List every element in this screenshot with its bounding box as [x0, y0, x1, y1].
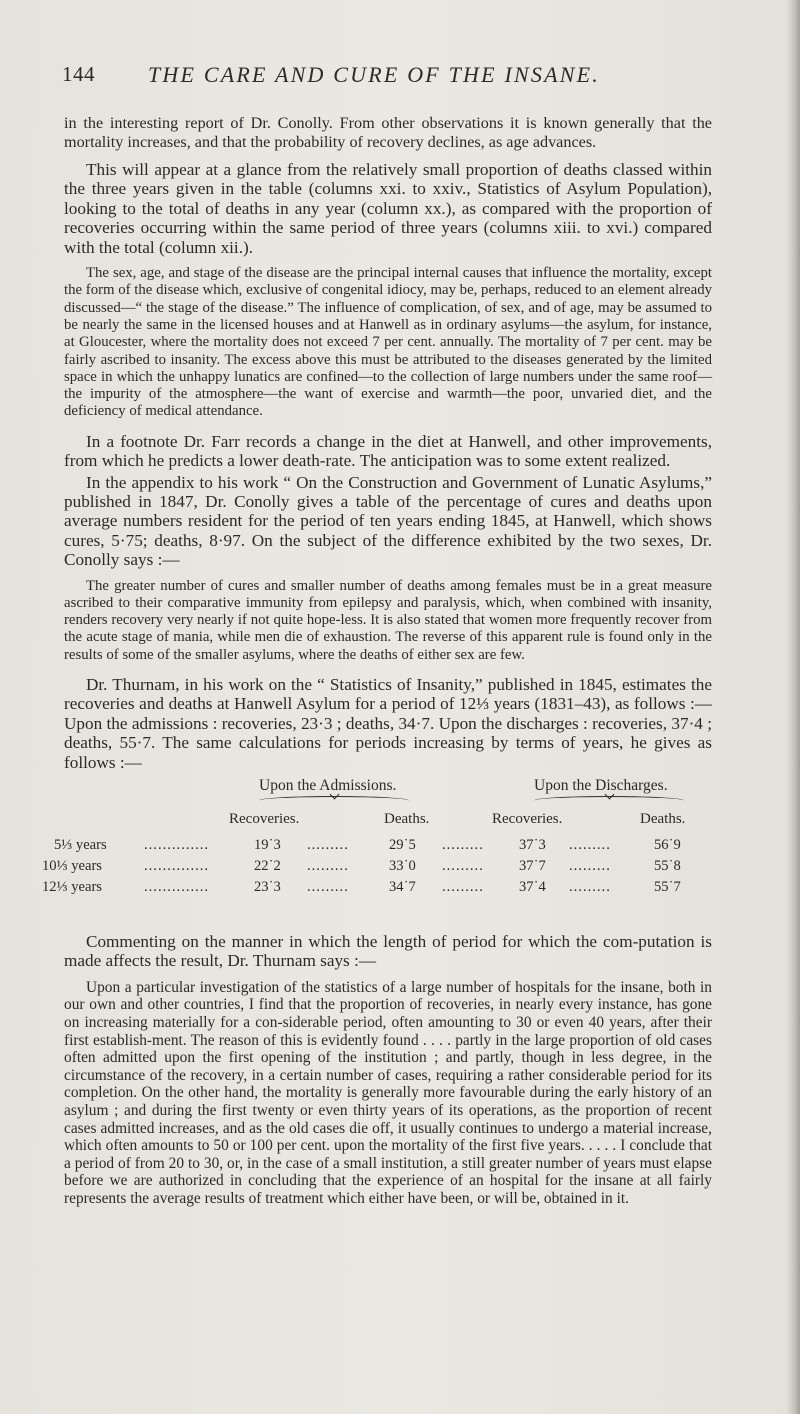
- page-body: [42, 114, 712, 1219]
- group-header-admissions: Upon the Admissions.: [259, 777, 397, 795]
- column-header-discharges-deaths: Deaths.: [640, 811, 686, 828]
- admissions-deaths-value: 33˙0: [389, 858, 416, 875]
- column-header-discharges-recoveries: Recoveries.: [492, 811, 563, 828]
- admissions-recoveries-value: 23˙3: [254, 879, 281, 896]
- table-row: [42, 857, 712, 875]
- page-header: [62, 62, 712, 92]
- leader-dots: .........: [307, 879, 349, 896]
- period-label: 5⅓ years: [54, 837, 107, 854]
- leader-dots: .........: [307, 858, 349, 875]
- page-edge-shadow: [786, 0, 800, 1414]
- admissions-recoveries-value: 22˙2: [254, 858, 281, 875]
- page-number: 144: [62, 62, 95, 86]
- paragraph-7: Dr. Thurnam, in his work on the “ Statistics of Insanity,” published in 1845, estimates the recoveries and deaths at Hanwell Asylum for a period of 12⅓ years (1831–43), as follows :—Upon the admissions : recoveries, 23·3 ; deaths, 34·7. Upon the discharges : recoveries, 37·4 ; deaths, 55·7. The same calculations for periods increasing by terms of years, he gives as follows :—: [64, 675, 712, 772]
- paragraph-5: In the appendix to his work “ On the Construction and Government of Lunatic Asylums,” published in 1847, Dr. Conolly gives a table of the percentage of cures and deaths upon average numbers resident for the period of ten years ending 1845, at Hanwell, which shows cures, 5·75; deaths, 8·97. On the subject of the difference exhibited by the two sexes, Dr. Conolly says :—: [64, 472, 712, 570]
- leader-dots: ..............: [144, 858, 210, 875]
- period-label: 12⅓ years: [42, 879, 102, 896]
- group-header-discharges: Upon the Discharges.: [534, 777, 668, 795]
- running-title: THE CARE AND CURE OF THE INSANE.: [148, 62, 600, 87]
- leader-dots: .........: [442, 837, 484, 854]
- discharges-recoveries-value: 37˙4: [519, 879, 546, 896]
- period-label: 10⅓ years: [42, 858, 102, 875]
- leader-dots: .........: [569, 837, 611, 854]
- leader-dots: .........: [442, 879, 484, 896]
- paragraph-1: in the interesting report of Dr. Conolly. From other observations it is known generally that the mortality increases, and that the probability of recovery declines, as age advances.: [64, 114, 712, 151]
- discharges-deaths-value: 56˙9: [654, 837, 681, 854]
- admissions-deaths-value: 29˙5: [389, 837, 416, 854]
- leader-dots: ..............: [144, 837, 210, 854]
- column-header-admissions-recoveries: Recoveries.: [229, 811, 300, 828]
- paragraph-2: This will appear at a glance from the relatively small proportion of deaths classed within the three years given in the table (columns xxi. to xxiv., Statistics of Asylum Population), looking to the total of deaths in any year (column xx.), as compared with the proportion of recoveries occurring within the same period of three years (columns xiii. to xvi.) compared with the total (column xii.).: [64, 160, 712, 257]
- leader-dots: .........: [307, 837, 349, 854]
- paragraph-6: The greater number of cures and smaller number of deaths among females must be in a great measure ascribed to their comparative immunity from epilepsy and paralysis, which, when combined with insanity, renders recovery very nearly if not quite hope-less. It is also stated that women more frequently recover from the acute stage of mania, while men die of exhaustion. The reverse of this apparent rule is found only in the results of some of the smaller asylums, where the deaths of either sex are few.: [64, 577, 712, 663]
- table-row: [54, 836, 712, 854]
- admissions-recoveries-value: 19˙3: [254, 837, 281, 854]
- brace-admissions: [259, 796, 409, 805]
- leader-dots: .........: [442, 858, 484, 875]
- discharges-deaths-value: 55˙7: [654, 879, 681, 896]
- paragraph-8: Commenting on the manner in which the length of period for which the com-putation is made affects the result, Dr. Thurnam says :—: [64, 932, 712, 971]
- column-header-admissions-deaths: Deaths.: [384, 811, 430, 828]
- statistics-table: [42, 776, 712, 926]
- paragraph-3: The sex, age, and stage of the disease are the principal internal causes that influence the mortality, except the form of the disease which, exclusive of congenital idiocy, may be, perhaps, reduced to an element already discussed—“ the stage of the disease.” The influence of complication, of sex, and of age, may be assumed to be nearly the same in the licensed houses and at Hanwell as in ordinary asylums—the asylum, for instance, at Gloucester, where the mortality does not exceed 7 per cent. annually. The mortality of 7 per cent. may be fairly ascribed to insanity. The excess above this must be attributed to the diseases generated by the limited space in which the unhappy lunatics are confined—to the collection of large numbers under the same roof—the impurity of the atmosphere—the want of exercise and warmth—the poor, unvaried diet, and the deficiency of medical attendance.: [64, 265, 712, 420]
- paragraph-9: Upon a particular investigation of the statistics of a large number of hospitals for the insane, both in our own and other countries, I find that the proportion of recoveries, in nearly every instance, has gone on increasing materially for a con-siderable period, often amounting to 30 or even 40 years, after their first establish-ment. The reason of this is evidently found . . . . partly in the large proportion of old cases often admitted upon the first opening of the institution ; and partly, though in less degree, in the circumstance of the recovery, in a certain number of cases, requiring a rather considerable period for its completion. On the other hand, the mortality is generally more favourable during the early history of an asylum ; and during the first twenty or even thirty years of its operations, as the proportion of recent cases admitted increases, and as the old cases die off, it usually continues to undergo a material increase, which often amounts to 50 or 100 per cent. upon the mortality of the first five years. . . . . I conclude that a period of from 20 to 30, or, in the case of a small institution, a still greater number of years must elapse before we are authorized in concluding that the experience of an hospital for the insane at all fairly represents the average results of treatment which either have been, or will be, obtained in it.: [64, 978, 712, 1207]
- paragraph-4: In a footnote Dr. Farr records a change in the diet at Hanwell, and other improvements, from which he predicts a lower death-rate. The anticipation was to some extent realized.: [64, 431, 712, 471]
- leader-dots: .........: [569, 858, 611, 875]
- brace-discharges: [534, 796, 684, 805]
- leader-dots: ..............: [144, 879, 210, 896]
- discharges-recoveries-value: 37˙3: [519, 837, 546, 854]
- table-row: [42, 878, 712, 896]
- leader-dots: .........: [569, 879, 611, 896]
- discharges-deaths-value: 55˙8: [654, 858, 681, 875]
- admissions-deaths-value: 34˙7: [389, 879, 416, 896]
- discharges-recoveries-value: 37˙7: [519, 858, 546, 875]
